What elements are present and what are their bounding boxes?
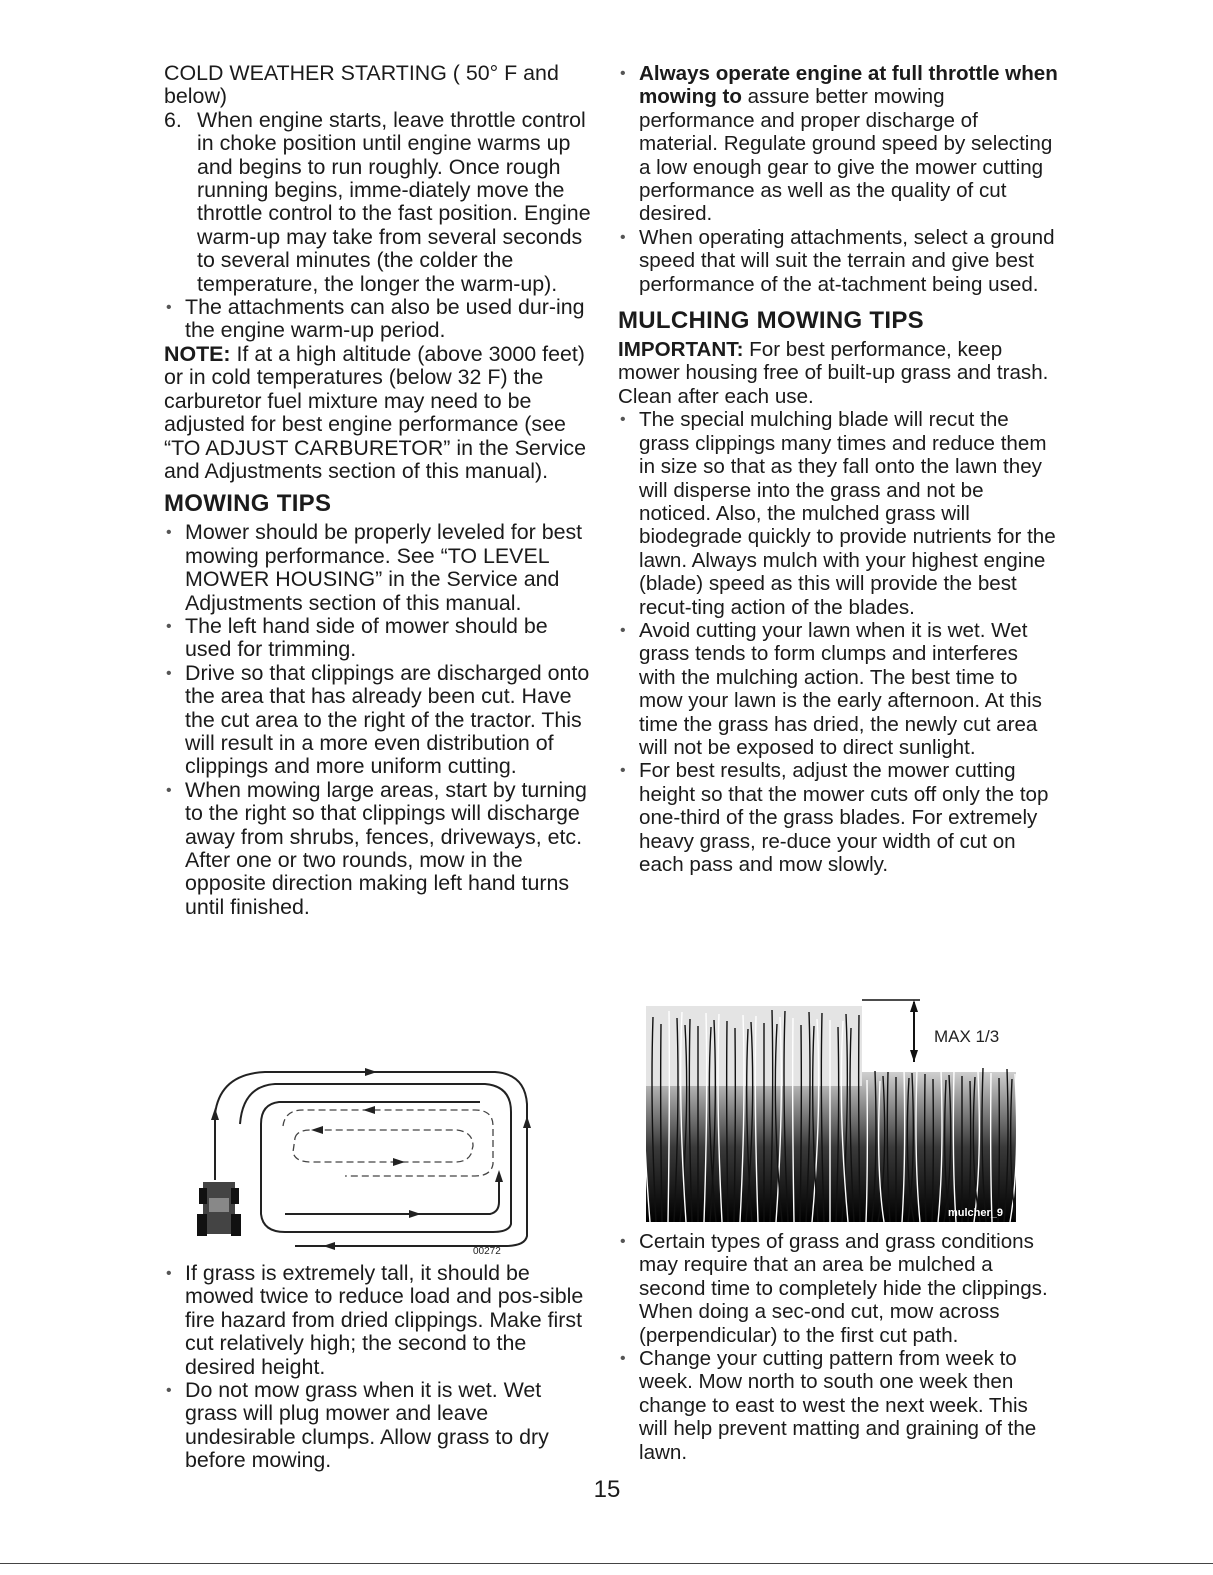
- grass-figure-code: mulcher_9: [948, 1207, 1004, 1219]
- important-text: For best performance, keep mower housing free of built-up grass and trash. Clean after each use.: [618, 338, 1049, 408]
- important-label: IMPORTANT:: [618, 338, 744, 362]
- figure-code: 00272: [473, 1246, 501, 1256]
- left-column: [164, 62, 592, 919]
- grass-height-figure: [646, 996, 1016, 1222]
- mulching-tips-heading: MULCHING MOWING TIPS: [618, 307, 924, 335]
- step-6: [164, 109, 592, 296]
- attachments-bullet: • The attachments can also be used dur-ing the engine warm-up period.: [164, 296, 592, 343]
- left-column-after-figure: [164, 1262, 592, 1473]
- full-throttle-text: assure better mowing performance and proper discharge of material. Regulate ground speed by selecting a low enough gear to give the mower cutting performance as well as the quality of cut desired.: [639, 85, 1053, 226]
- mowing-bullet: • Mower should be properly leveled for best mowing performance. See “TO LEVEL MOWER HOUSING” in the Service and Adjustments section of this manual.: [164, 521, 592, 615]
- mowing-tips-heading: MOWING TIPS: [164, 490, 332, 518]
- after-figure-bullet: • Do not mow grass when it is wet. Wet grass will plug mower and leave undesirable clumps. Allow grass to dry before mowing.: [164, 1379, 592, 1473]
- note-label: NOTE:: [164, 341, 231, 366]
- full-throttle-bold: Always operate engine at full throttle when mowing to: [639, 62, 1058, 109]
- bottom-rule: [0, 1563, 1213, 1564]
- cold-weather-heading: COLD WEATHER STARTING ( 50° F and below): [164, 61, 559, 109]
- after-figure-bullet: • Change your cutting pattern from week to week. Mow north to south one week then change to east to west the next week. This will help prevent matting and graining of the lawn.: [618, 1347, 1058, 1464]
- step-6-text: When engine starts, leave throttle control in choke position until engine warms up and begins to run roughly. Once rough running begins, imme-diately move the throttle control to the fast position. Engine warm-up may take from several seconds to several minutes (the colder the temperature, the longer the warm-up).: [197, 107, 591, 296]
- mowing-bullet: • Drive so that clippings are discharged onto the area that has already been cut. Have the cut area to the right of the tractor. This will result in a more even distribution of clippings and more uniform cutting.: [164, 662, 592, 779]
- mowing-pattern-figure: [195, 1064, 535, 1256]
- max-one-third-label: MAX 1/3: [934, 1027, 1000, 1046]
- mulch-bullet: • For best results, adjust the mower cutting height so that the mower cuts off only the top one-third of the grass blades. For extremely heavy grass, re-duce your width of cut on each pass and mow slowly.: [618, 759, 1058, 876]
- note-paragraph: [164, 343, 592, 483]
- after-figure-bullet: • If grass is extremely tall, it should be mowed twice to reduce load and pos-sible fire hazard from dried clippings. Make first cut relatively high; the second to the desired height.: [164, 1262, 592, 1379]
- page-number: 15: [593, 1476, 621, 1503]
- mowing-bullet: • When mowing large areas, start by turning to the right so that clippings will discharge away from shrubs, fences, driveways, etc. After one or two rounds, mow in the opposite direction making left hand turns until finished.: [164, 779, 592, 919]
- mowing-bullet: • The left hand side of mower should be used for trimming.: [164, 615, 592, 662]
- right-column: [618, 62, 1058, 876]
- mulch-bullet: • The special mulching blade will recut the grass clippings many times and reduce them in size so that as they fall onto the lawn they will disperse into the grass and not be noticed. Also, the mulched grass will biodegrade quickly to provide nutrients for the lawn. Always mulch with your highest engine (blade) speed as this will provide the best recut-ting action of the blades.: [618, 408, 1058, 619]
- tractor-icon: [197, 1182, 241, 1236]
- right-column-after-figure: [618, 1230, 1058, 1464]
- full-throttle-bullet: [618, 62, 1058, 226]
- attachments-speed-bullet: • When operating attachments, select a ground speed that will suit the terrain and give best performance of the at-tachment being used.: [618, 226, 1058, 296]
- important-paragraph: [618, 338, 1058, 408]
- note-text: If at a high altitude (above 3000 feet) or in cold temperatures (below 32 F) the carburetor fuel mixture may need to be adjusted for best engine performance (see “TO ADJUST CARBURETOR” in the Service and Adjustments section of this manual).: [164, 341, 586, 483]
- step-6-number: 6.: [164, 107, 182, 132]
- after-figure-bullet: • Certain types of grass and grass conditions may require that an area be mulched a second time to completely hide the clippings. When doing a sec-ond cut, mow across (perpendicular) to the first cut path.: [618, 1230, 1058, 1347]
- mulch-bullet: • Avoid cutting your lawn when it is wet. Wet grass tends to form clumps and interferes with the mulching action. The best time to mow your lawn is the early afternoon. At this time the grass has dried, the newly cut area will not be exposed to direct sunlight.: [618, 619, 1058, 759]
